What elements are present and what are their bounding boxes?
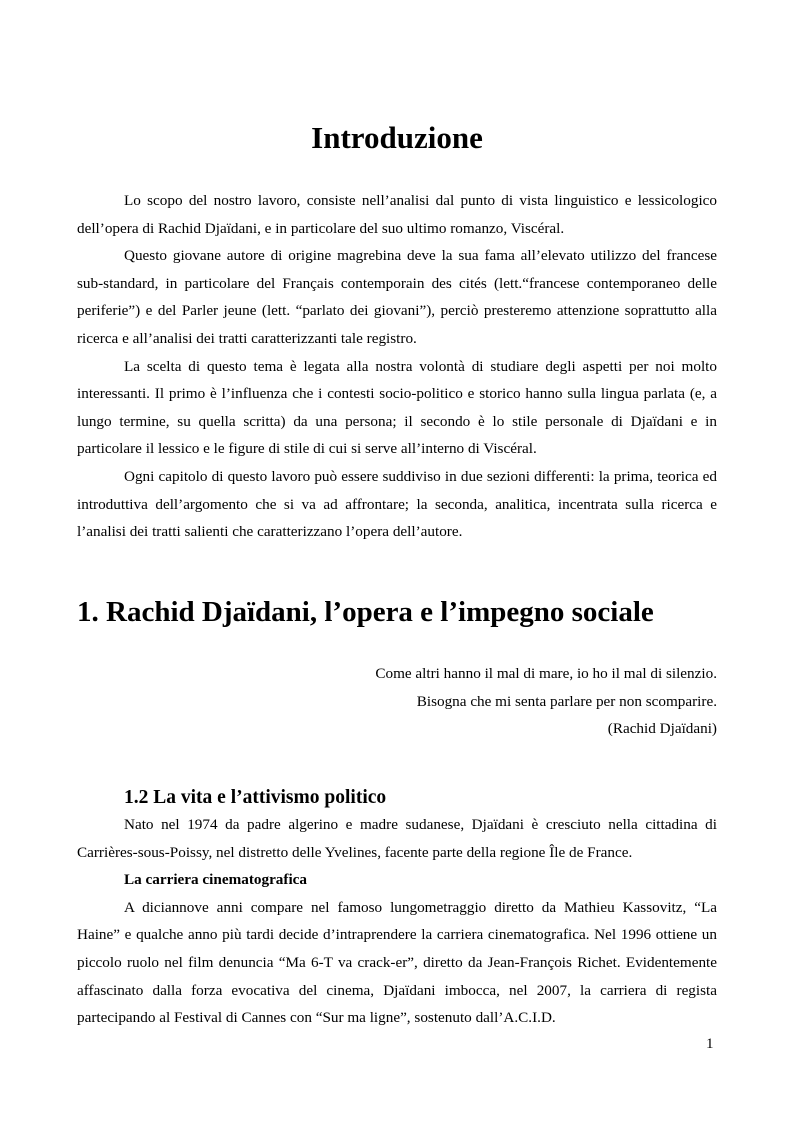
epigraph-line-2: Bisogna che mi senta parlare per non scomparire.	[416, 692, 717, 710]
intro-paragraph-1: Lo scopo del nostro lavoro, consiste nell’analisi dal punto di vista linguistico e lessicologico dell’opera di Rachid Djaïdani, e in particolare del suo ultimo romanzo, Viscéral.	[77, 192, 717, 237]
section-body	[77, 811, 717, 1032]
epigraph-attribution: (Rachid Djaïdani)	[607, 720, 717, 738]
intro-paragraph-2: Questo giovane autore di origine magrebina deve la sua fama all’elevato utilizzo del francese sub-standard, in particolare del Français contemporain des cités (lett.“francese contemporaneo delle periferie”) e del Parler jeune (lett. “parlato dei giovani”), perciò presteremo attenzione soprattutto alla ricerca e all’analisi dei tratti caratterizzanti tale registro.	[77, 247, 717, 347]
chapter-title: 1. Rachid Djaïdani, l’opera e l’impegno sociale	[77, 596, 654, 628]
intro-paragraph-4: Ogni capitolo di questo lavoro può essere suddiviso in due sezioni differenti: la prima, teorica ed introduttiva dell’argomento che si va ad affrontare; la seconda, analitica, incentrata sulla ricerca e l’analisi dei tratti salienti che caratterizzano l’opera dell’autore.	[77, 467, 717, 541]
section-paragraph-1: Nato nel 1974 da padre algerino e madre sudanese, Djaïdani è cresciuto nella cittadina di Carrières-sous-Poissy, nel distretto delle Yvelines, facente parte della regione Île de France.	[77, 816, 717, 861]
page-number: 1	[706, 1036, 714, 1052]
intro-paragraph-3: La scelta di questo tema è legata alla nostra volontà di studiare degli aspetti per noi molto interessanti. Il primo è l’influenza che i contesti socio-politico e storico hanno sulla lingua parlata (e, a lungo termine, su quella scritta) da una persona; il secondo è lo stile personale di Djaïdani e in particolare il lessico e le figure di stile di cui si serve all’interno di Viscéral.	[77, 357, 717, 458]
section-paragraph-2: A diciannove anni compare nel famoso lungometraggio diretto da Mathieu Kassovitz, “La Haine” e qualche anno più tardi decide d’intraprendere la carriera cinematografica. Nel 1996 ottiene un piccolo ruolo nel film denuncia “Ma 6-T va crack-er”, diretto da Jean-François Richet. Evidentemente affascinato dalla forza evocativa del cinema, Djaïdani imbocca, nel 2007, la carriera di regista partecipando al Festival di Cannes con “Sur ma ligne”, sostenuto dall’A.C.I.D.	[77, 898, 717, 1027]
epigraph	[375, 660, 717, 743]
introduction-body	[77, 187, 717, 546]
subsection-heading: La carriera cinematografica	[124, 871, 308, 889]
epigraph-line-1: Come altri hanno il mal di mare, io ho il mal di silenzio.	[375, 665, 717, 682]
page-title: Introduzione	[311, 120, 483, 155]
section-title: 1.2 La vita e l’attivismo politico	[124, 787, 387, 808]
